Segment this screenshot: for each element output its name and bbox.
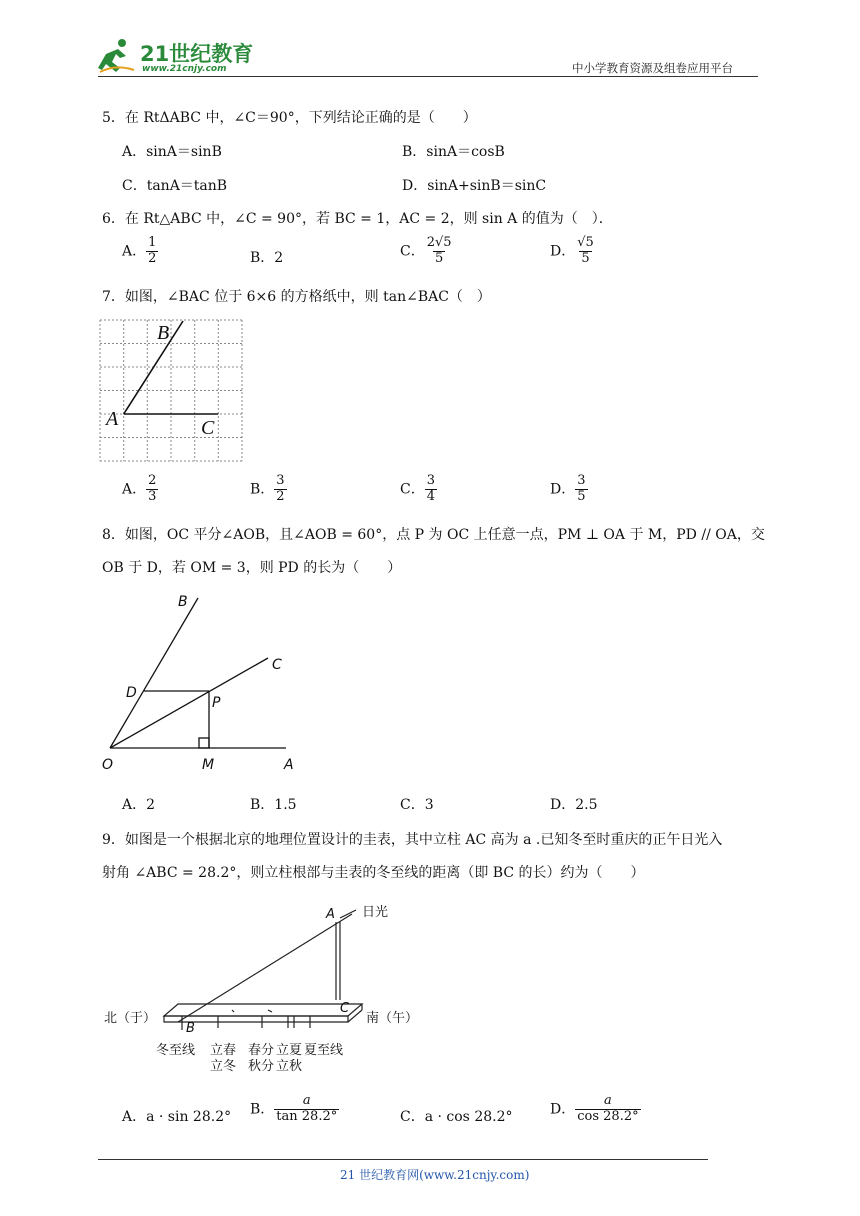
header-tagline: 中小学教育资源及组卷应用平台	[572, 61, 733, 75]
q9-label-qiufen: 秋分	[248, 1059, 275, 1074]
q7-stem: 7．如图，∠BAC 位于 6×6 的方格纸中，则 tan∠BAC（ ）	[102, 289, 491, 305]
q8-label-m: M	[202, 757, 215, 773]
q9-option-c: C．a · cos 28.2°	[400, 1109, 513, 1125]
q8-ray-oc	[110, 658, 268, 748]
logo-main-text: 21世纪教育	[140, 42, 254, 66]
q9-option-a: A．a · sin 28.2°	[122, 1109, 232, 1125]
q8-option-c: C．3	[400, 797, 434, 813]
q6-stem: 6．在 Rt△ABC 中，∠C = 90°，若 BC = 1，AC = 2，则 sin A 的值为（ ）．	[102, 211, 613, 227]
q9-label-winter-solstice: 冬至线	[156, 1043, 196, 1058]
q5-option-c: C．tanA＝tanB	[122, 178, 228, 194]
q7-option-b: B． $\frac{3}{2}$	[250, 473, 285, 504]
q6-option-a: A． $\frac{1}{2}$	[122, 235, 157, 266]
q5-option-b: B．sinA＝cosB	[402, 144, 505, 160]
q8-option-b: B．1.5	[250, 797, 297, 813]
q8-stem-line1: 8．如图，OC 平分∠AOB，且∠AOB = 60°，点 P 为 OC 上任意一点，PM ⊥ OA 于 M，PD // OA，交	[102, 527, 765, 543]
q6-option-b: B．2	[250, 250, 284, 266]
q7-label-c: C	[201, 417, 215, 439]
q9-label-liqiu: 立秋	[276, 1059, 303, 1074]
q8-angle-figure	[98, 585, 308, 775]
q8-label-p: P	[212, 695, 221, 711]
q9-base-top	[164, 1004, 362, 1016]
q9-label-north: 北（于）	[104, 1011, 157, 1026]
logo	[96, 36, 266, 78]
q7-label-a: A	[106, 408, 119, 430]
q7-label-b: B	[157, 322, 170, 344]
q7-option-a: A． $\frac{2}{3}$	[122, 473, 157, 504]
q6-option-d: D． $\frac{√5}{5}$	[550, 235, 594, 266]
q8-label-o: O	[102, 757, 114, 773]
q5-option-d: D．sinA+sinB＝sinC	[402, 178, 547, 194]
q7-option-c: C． $\frac{3}{4}$	[400, 473, 435, 504]
q9-option-d: D． $\frac{a}{\cos 28.2^\circ}$	[550, 1093, 639, 1124]
runner-logo-icon	[96, 36, 136, 76]
header-divider	[98, 76, 758, 77]
q8-ray-ob	[110, 598, 198, 748]
q7-option-d: D． $\frac{3}{5}$	[550, 473, 586, 504]
q9-option-b: B． $\frac{a}{\tan 28.2^\circ}$	[250, 1093, 338, 1124]
q7-grid-figure	[99, 319, 245, 463]
q8-label-c: C	[272, 657, 282, 673]
footer-divider	[98, 1159, 708, 1160]
q9-label-a: A	[326, 907, 335, 922]
q5-stem: 5．在 RtΔABC 中，∠C＝90°，下列结论正确的是（ ）	[102, 110, 477, 126]
logo-url-text: www.21cnjy.com	[142, 64, 227, 74]
q9-label-lixia: 立夏	[276, 1043, 303, 1058]
q9-label-south: 南（午）	[366, 1011, 419, 1026]
q8-label-b: B	[178, 594, 188, 610]
q6-option-c: C． $\frac{2√5}{5}$	[400, 235, 452, 266]
q8-option-d: D．2.5	[550, 797, 598, 813]
q9-gnomon-figure	[100, 896, 430, 1082]
footer-link[interactable]: 21 世纪教育网(www.21cnjy.com)	[340, 1168, 530, 1182]
q8-stem-line2: OB 于 D，若 OM = 3，则 PD 的长为（ ）	[102, 560, 402, 576]
q9-label-chunfen: 春分	[248, 1043, 275, 1058]
q8-label-a: A	[284, 757, 294, 773]
q9-label-b: B	[186, 1021, 195, 1036]
q9-label-lichun: 立春	[210, 1043, 237, 1058]
q9-sun-ray	[178, 914, 352, 1022]
q5-option-a: A．sinA＝sinB	[122, 144, 222, 160]
q9-label-summer-solstice: 夏至线	[304, 1043, 344, 1058]
q8-right-angle-mark	[199, 738, 209, 748]
q9-label-c: C	[340, 1001, 350, 1016]
q8-option-a: A．2	[122, 797, 156, 813]
q9-label-lidong: 立冬	[210, 1059, 237, 1074]
q9-stem-line1: 9．如图是一个根据北京的地理位置设计的圭表，其中立柱 AC 高为 a .已知冬至时重庆的正午日光入	[102, 832, 723, 848]
q9-stem-line2: 射角 ∠ABC = 28.2°，则立柱根部与圭表的冬至线的距离（即 BC 的长）约为（ ）	[102, 865, 645, 881]
q8-label-d: D	[126, 685, 137, 701]
q9-label-sun: 日光	[362, 905, 389, 920]
